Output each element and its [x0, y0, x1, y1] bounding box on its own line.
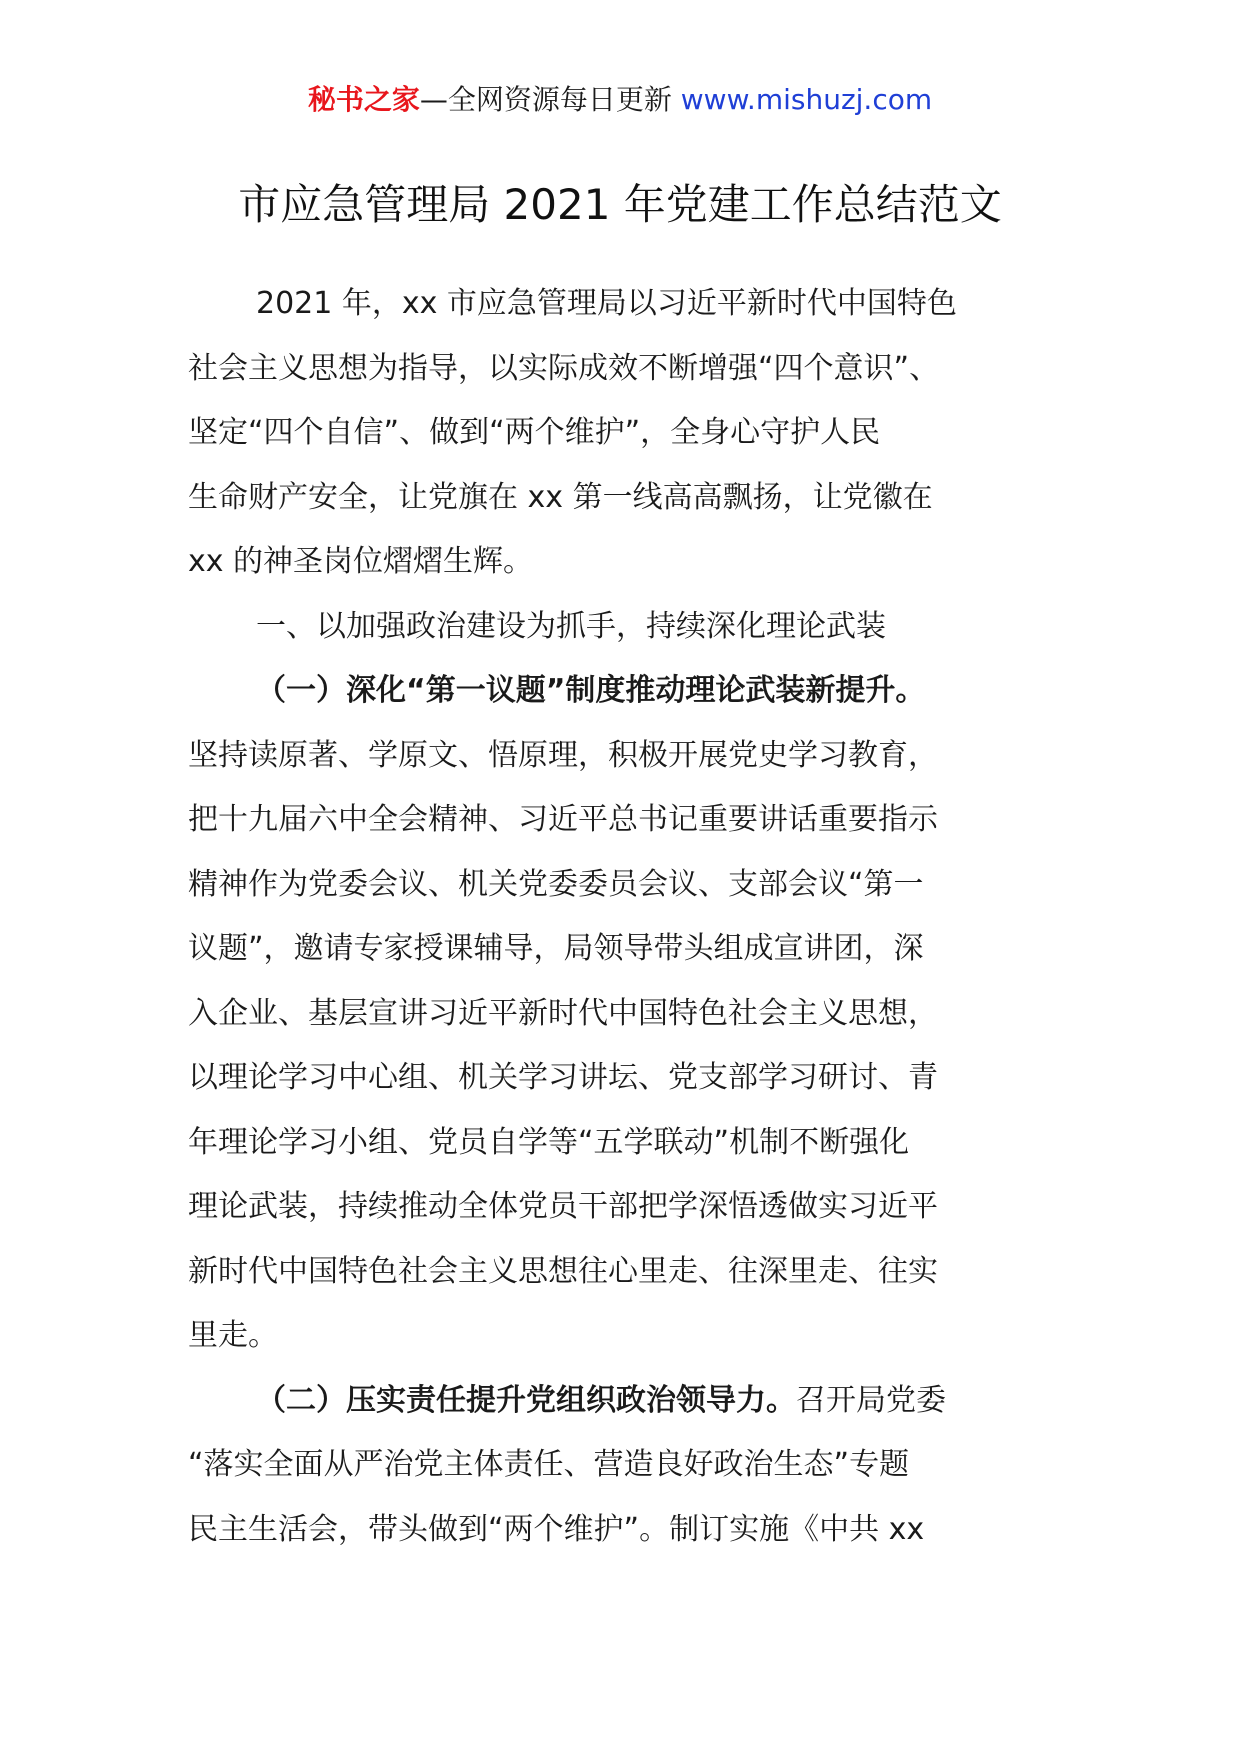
site-brand: 秘书之家 — [307, 83, 420, 116]
site-tagline: —全网资源每日更新 — [419, 83, 681, 116]
sub1-line: 里走。 — [188, 1318, 278, 1353]
site-url-link[interactable]: www.mishuzj.com — [680, 83, 933, 116]
sub1-line: 精神作为党委会议、机关党委委员会议、支部会议“第一 — [188, 866, 924, 902]
subsection-heading-line — [188, 1369, 1038, 1434]
sub1-line: 以理论学习中心组、机关学习讲坛、党支部学习研讨、青 — [188, 1060, 938, 1095]
subsection-heading: （二）压实责任提升党组织政治领导力。 — [256, 1382, 796, 1418]
sub2-line: “落实全面从严治党主体责任、营造良好政治生态”专题 — [188, 1447, 910, 1482]
sub1-line: 议题”，邀请专家授课辅导，局领导带头组成宣讲团，深 — [188, 931, 924, 966]
sub2-line: 民主生活会，带头做到“两个维护”。制订实施《中共 xx — [188, 1511, 925, 1547]
sub2-text: 召开局党委 — [796, 1382, 946, 1418]
sub1-line: 坚持读原著、学原文、悟原理，积极开展党史学习教育， — [188, 737, 938, 773]
intro-line: 社会主义思想为指导，以实际成效不断增强“四个意识”、 — [188, 350, 940, 386]
sub1-line: 年理论学习小组、党员自学等“五学联动”机制不断强化 — [188, 1124, 910, 1160]
subsection-heading: （一）深化“第一议题”制度推动理论武装新提升。 — [256, 673, 926, 708]
document-title: 市应急管理局 2021 年党建工作总结范文 — [238, 180, 1002, 229]
sub1-line: 新时代中国特色社会主义思想往心里走、往深里走、往实 — [188, 1253, 938, 1289]
section-heading: 一、以加强政治建设为抓手，持续深化理论武装 — [256, 608, 886, 644]
intro-line: 生命财产安全，让党旗在 xx 第一线高高飘扬，让党徽在 — [188, 479, 933, 515]
sub1-line: 把十九届六中全会精神、习近平总书记重要讲话重要指示 — [188, 802, 938, 837]
sub1-line: 理论武装，持续推动全体党员干部把学深悟透做实习近平 — [188, 1189, 938, 1224]
intro-line: xx 的神圣岗位熠熠生辉。 — [188, 544, 534, 579]
intro-line: 坚定“四个自信”、做到“两个维护”，全身心守护人民 — [188, 415, 881, 450]
site-header — [0, 80, 1240, 120]
sub1-line: 入企业、基层宣讲习近平新时代中国特色社会主义思想， — [188, 995, 938, 1031]
document-body — [188, 272, 1038, 1562]
intro-line: 2021 年，xx 市应急管理局以习近平新时代中国特色 — [256, 286, 957, 321]
